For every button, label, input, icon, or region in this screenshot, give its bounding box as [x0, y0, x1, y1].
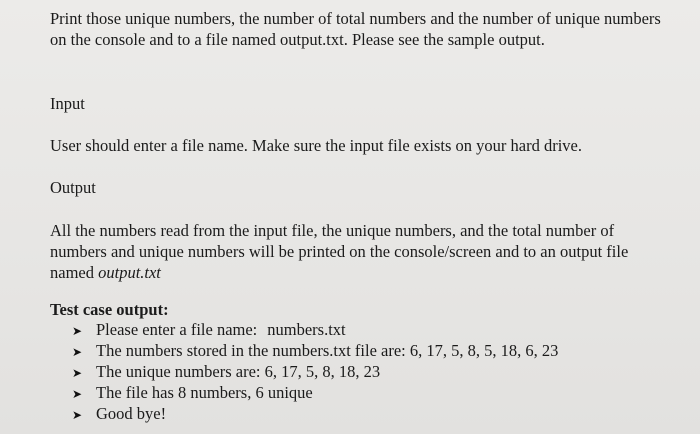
prompt-label: Please enter a file name: — [96, 320, 258, 339]
input-description: User should enter a file name. Make sure the input file exists on your hard drive. — [50, 136, 582, 155]
test-case-heading: Test case output: — [50, 300, 169, 319]
output-heading: Output — [50, 178, 96, 197]
list-item — [72, 404, 558, 425]
list-item-text: The file has 8 numbers, 6 unique — [96, 383, 313, 402]
list-item — [72, 383, 558, 404]
test-case-list — [72, 320, 558, 425]
intro-paragraph: Print those unique numbers, the number of total numbers and the number of unique numbers on the console and to a file named output.txt. Please see the sample output. — [50, 9, 661, 49]
list-item-text: The numbers stored in the numbers.txt file are: 6, 17, 5, 8, 5, 18, 6, 23 — [96, 341, 559, 360]
output-description-text: All the numbers read from the input file, the unique numbers, and the total number of numbers and unique numbers will be printed on the console/screen and to an output file named — [50, 221, 629, 282]
list-item-text: The unique numbers are: 6, 17, 5, 8, 18, 23 — [96, 362, 381, 381]
arrowhead-bullet-icon: ➤ — [72, 366, 83, 380]
input-heading: Input — [50, 94, 85, 113]
list-item — [72, 320, 558, 341]
arrowhead-bullet-icon: ➤ — [72, 345, 83, 359]
list-item-text: Good bye! — [96, 404, 167, 423]
output-description — [50, 220, 670, 283]
list-item — [72, 362, 558, 383]
arrowhead-bullet-icon: ➤ — [72, 387, 83, 401]
list-item — [72, 341, 558, 362]
arrowhead-bullet-icon: ➤ — [72, 408, 83, 422]
output-filename: output.txt — [98, 263, 161, 282]
prompt-value: numbers.txt — [267, 320, 346, 339]
arrowhead-bullet-icon: ➤ — [72, 324, 83, 338]
